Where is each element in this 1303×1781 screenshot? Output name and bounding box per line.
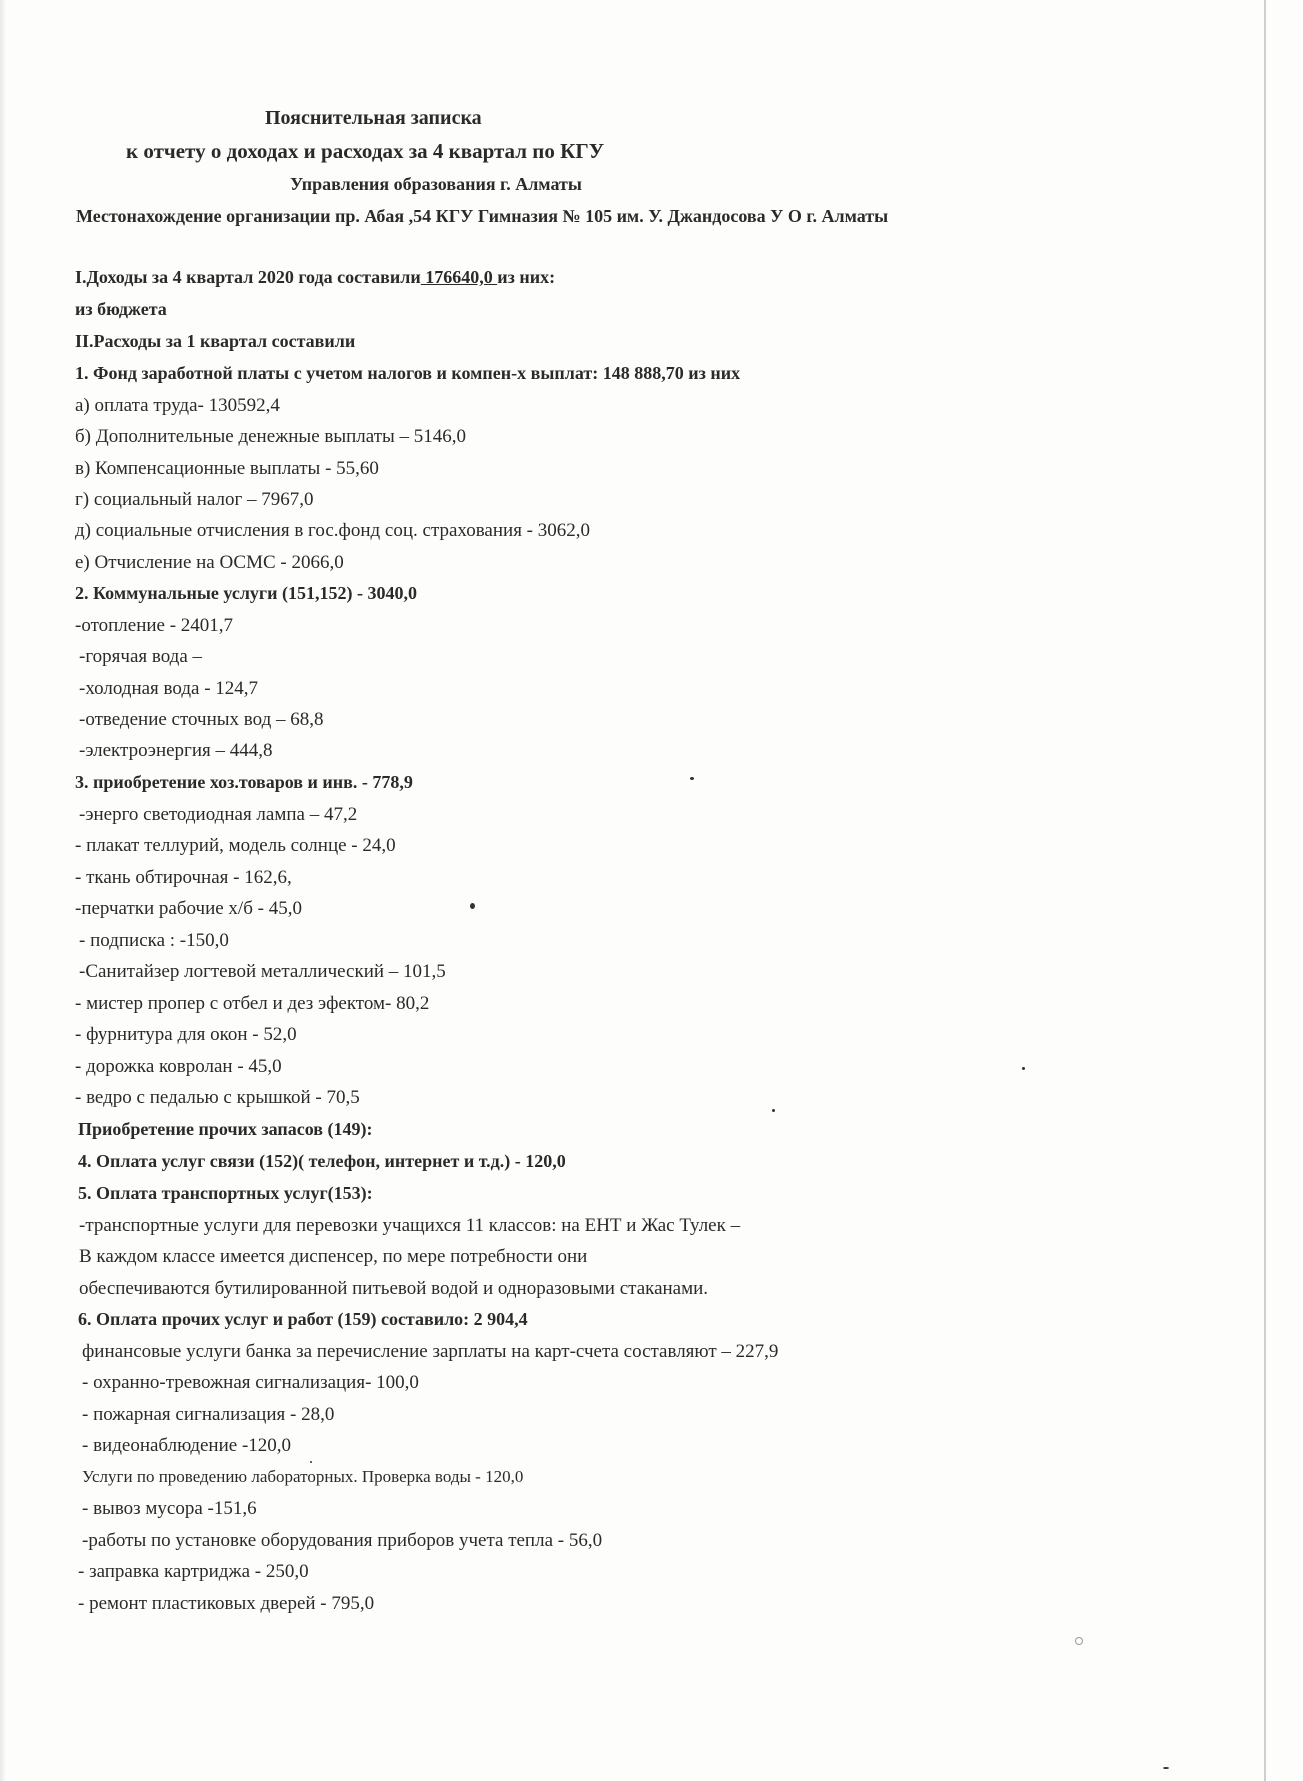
list-item: финансовые услуги банка за перечисление зарплаты на карт-счета составляют – 227,9 bbox=[82, 1341, 779, 1362]
list-item: - вывоз мусора -151,6 bbox=[82, 1498, 257, 1519]
document-title: Пояснительная записка bbox=[265, 107, 482, 129]
other-services-title: 6. Оплата прочих услуг и работ (159) составило: 2 904,4 bbox=[78, 1309, 528, 1329]
utilities-title: 2. Коммунальные услуги (151,152) - 3040,0 bbox=[75, 583, 417, 603]
list-item: - фурнитура для окон - 52,0 bbox=[75, 1024, 297, 1045]
list-item: -отопление - 2401,7 bbox=[75, 615, 234, 636]
list-item: б) Дополнительные денежные выплаты – 5146,0 bbox=[75, 426, 467, 447]
expenses-title: II.Расходы за 1 квартал составили bbox=[75, 331, 356, 351]
list-item: -отведение сточных вод – 68,8 bbox=[79, 709, 324, 730]
list-item: г) социальный налог – 7967,0 bbox=[75, 489, 314, 510]
list-item: в) Компенсационные выплаты - 55,60 bbox=[75, 458, 379, 479]
list-item: В каждом классе имеется диспенсер, по мере потребности они bbox=[79, 1246, 588, 1267]
communication-title: 4. Оплата услуг связи (152)( телефон, интернет и т.д.) - 120,0 bbox=[78, 1151, 566, 1171]
document-subtitle: к отчету о доходах и расходах за 4 квартал по КГУ bbox=[126, 139, 605, 163]
list-item: а) оплата труда- 130592,4 bbox=[75, 395, 280, 416]
income-suffix: из них: bbox=[497, 267, 556, 287]
list-item: - мистер пропер с отбел и дез эфектом- 80,2 bbox=[75, 993, 430, 1014]
list-item: -горячая вода – bbox=[79, 646, 203, 667]
list-item: - пожарная сигнализация - 28,0 bbox=[82, 1404, 335, 1425]
list-item: -холодная вода - 124,7 bbox=[79, 678, 259, 699]
list-item: -электроэнергия – 444,8 bbox=[79, 740, 273, 761]
transport-title: 5. Оплата транспортных услуг(153): bbox=[78, 1183, 373, 1203]
payroll-title: 1. Фонд заработной платы с учетом налогов и компен-х выплат: 148 888,70 из них bbox=[75, 363, 741, 383]
location-line: Местонахождение организации пр. Абая ,54 КГУ Гимназия № 105 им. У. Джандосова У О г. Алматы bbox=[76, 206, 889, 226]
list-item: - охранно-тревожная сигнализация- 100,0 bbox=[82, 1372, 419, 1393]
list-item: -энерго светодиодная лампа – 47,2 bbox=[79, 804, 358, 825]
income-prefix: I.Доходы за 4 квартал 2020 года составили bbox=[75, 267, 421, 287]
scan-speck bbox=[772, 1109, 775, 1112]
goods-title: 3. приобретение хоз.товаров и инв. - 778,9 bbox=[75, 772, 413, 792]
list-item: - ткань обтирочная - 162,6, bbox=[75, 867, 292, 888]
department-line: Управления образования г. Алматы bbox=[290, 174, 582, 194]
list-item: обеспечиваются бутилированной питьевой водой и одноразовыми стаканами. bbox=[79, 1278, 709, 1299]
list-item: - плакат теллурий, модель солнце - 24,0 bbox=[75, 835, 396, 856]
scan-speck bbox=[1163, 1767, 1169, 1769]
scan-speck bbox=[470, 903, 475, 909]
income-line bbox=[75, 268, 555, 286]
list-item: -работы по установке оборудования приборов учета тепла - 56,0 bbox=[82, 1530, 603, 1551]
list-item: - подписка : -150,0 bbox=[79, 930, 229, 951]
list-item: -Санитайзер логтевой металлический – 101,5 bbox=[79, 961, 446, 982]
list-item: - ведро с педалью с крышкой - 70,5 bbox=[75, 1087, 360, 1108]
from-budget-line: из бюджета bbox=[75, 299, 167, 319]
scan-speck bbox=[1022, 1067, 1025, 1070]
income-amount: 176640,0 bbox=[420, 267, 498, 287]
list-item: -транспортные услуги для перевозки учащихся 11 классов: на ЕНТ и Жас Тулек – bbox=[79, 1215, 741, 1236]
other-stock-title: Приобретение прочих запасов (149): bbox=[78, 1119, 373, 1139]
scan-speck bbox=[1075, 1637, 1083, 1645]
list-item: Услуги по проведению лабораторных. Проверка воды - 120,0 bbox=[82, 1467, 524, 1486]
list-item: е) Отчисление на ОСМС - 2066,0 bbox=[75, 552, 344, 573]
list-item: - дорожка ковролан - 45,0 bbox=[75, 1056, 282, 1077]
list-item: - заправка картриджа - 250,0 bbox=[78, 1561, 309, 1582]
list-item: д) социальные отчисления в гос.фонд соц. страхования - 3062,0 bbox=[75, 520, 591, 541]
scan-edge-right bbox=[1264, 0, 1266, 1781]
list-item: - ремонт пластиковых дверей - 795,0 bbox=[78, 1593, 375, 1614]
list-item: -перчатки рабочие х/б - 45,0 bbox=[75, 898, 302, 919]
list-item: - видеонаблюдение -120,0 bbox=[82, 1435, 292, 1456]
scan-edge-left bbox=[0, 0, 6, 1781]
scan-speck bbox=[690, 777, 694, 780]
scan-speck bbox=[310, 1461, 312, 1463]
